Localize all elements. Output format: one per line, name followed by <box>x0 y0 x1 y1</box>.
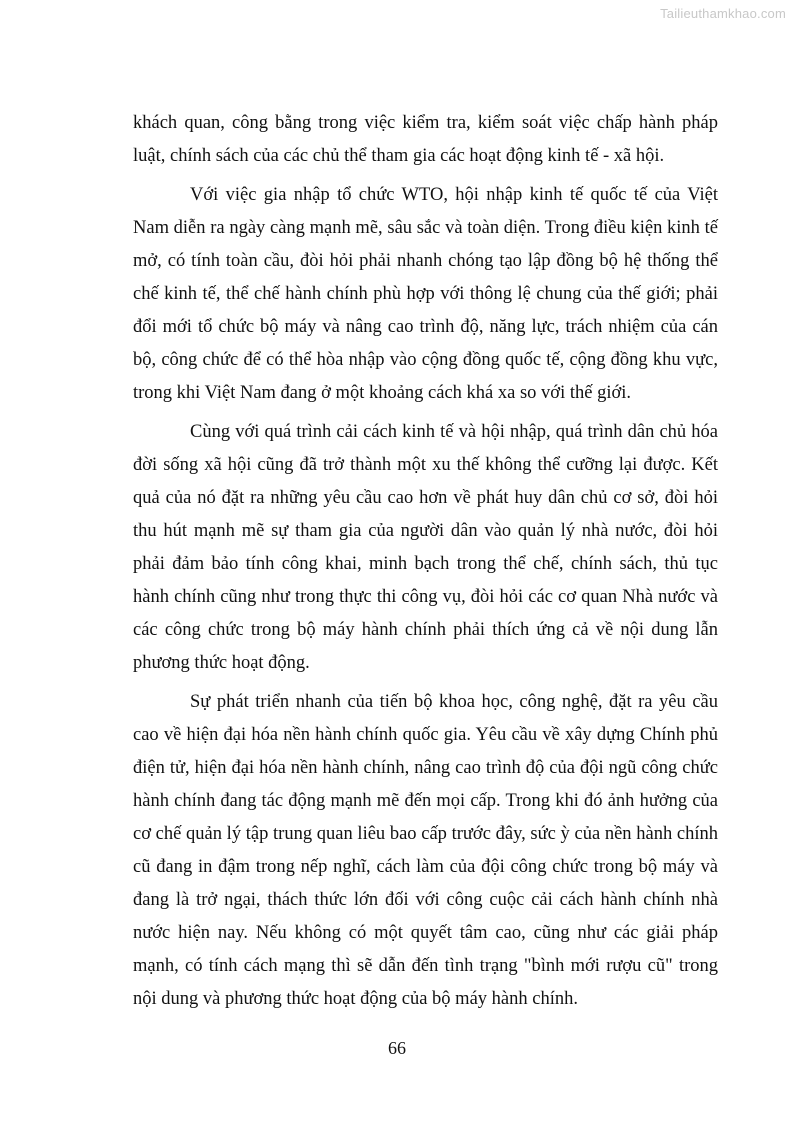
paragraph-continuation: khách quan, công bằng trong việc kiểm tra, kiểm soát việc chấp hành pháp luật, chính sách của các chủ thể tham gia các hoạt động kinh tế - xã hội. <box>133 113 718 166</box>
page-body <box>133 107 718 1022</box>
watermark: Tailieuthamkhao.com <box>660 6 786 21</box>
page-number: 66 <box>388 1038 406 1058</box>
paragraph-wto-integration: Với việc gia nhập tổ chức WTO, hội nhập kinh tế quốc tế của Việt Nam diễn ra ngày càng mạnh mẽ, sâu sắc và toàn diện. Trong điều kiện kinh tế mở, có tính toàn cầu, đòi hỏi phải nhanh chóng tạo lập đồng bộ hệ thống thể chế kinh tế, thể chế hành chính phù hợp với thông lệ chung của thế giới; phải đổi mới tổ chức bộ máy và nâng cao trình độ, năng lực, trách nhiệm của cán bộ, công chức để có thể hòa nhập vào cộng đồng quốc tế, cộng đồng khu vực, trong khi Việt Nam đang ở một khoảng cách khá xa so với thế giới. <box>133 185 718 403</box>
paragraph-democratization: Cùng với quá trình cải cách kinh tế và hội nhập, quá trình dân chủ hóa đời sống xã hội cũng đã trở thành một xu thế không thể cưỡng lại được. Kết quả của nó đặt ra những yêu cầu cao hơn về phát huy dân chủ cơ sở, đòi hỏi thu hút mạnh mẽ sự tham gia của người dân vào quản lý nhà nước, đòi hỏi phải đảm bảo tính công khai, minh bạch trong thể chế, chính sách, thủ tục hành chính cũng như trong thực thi công vụ, đòi hỏi các cơ quan Nhà nước và các công chức trong bộ máy hành chính phải thích ứng cả về nội dung lẫn phương thức hoạt động. <box>133 422 718 673</box>
paragraph-science-technology: Sự phát triển nhanh của tiến bộ khoa học, công nghệ, đặt ra yêu cầu cao về hiện đại hóa nền hành chính quốc gia. Yêu cầu về xây dựng Chính phủ điện tử, hiện đại hóa nền hành chính, nâng cao trình độ của đội ngũ công chức hành chính đang tác động mạnh mẽ đến mọi cấp. Trong khi đó ảnh hưởng của cơ chế quản lý tập trung quan liêu bao cấp trước đây, sức ỳ của nền hành chính cũ đang in đậm trong nếp nghĩ, cách làm của đội công chức trong bộ máy và đang là trở ngại, thách thức lớn đối với công cuộc cải cách hành chính nhà nước hiện nay. Nếu không có một quyết tâm cao, cũng như các giải pháp mạnh, có tính cách mạng thì sẽ dẫn đến tình trạng "bình mới rượu cũ" trong nội dung và phương thức hoạt động của bộ máy hành chính. <box>133 692 718 1009</box>
